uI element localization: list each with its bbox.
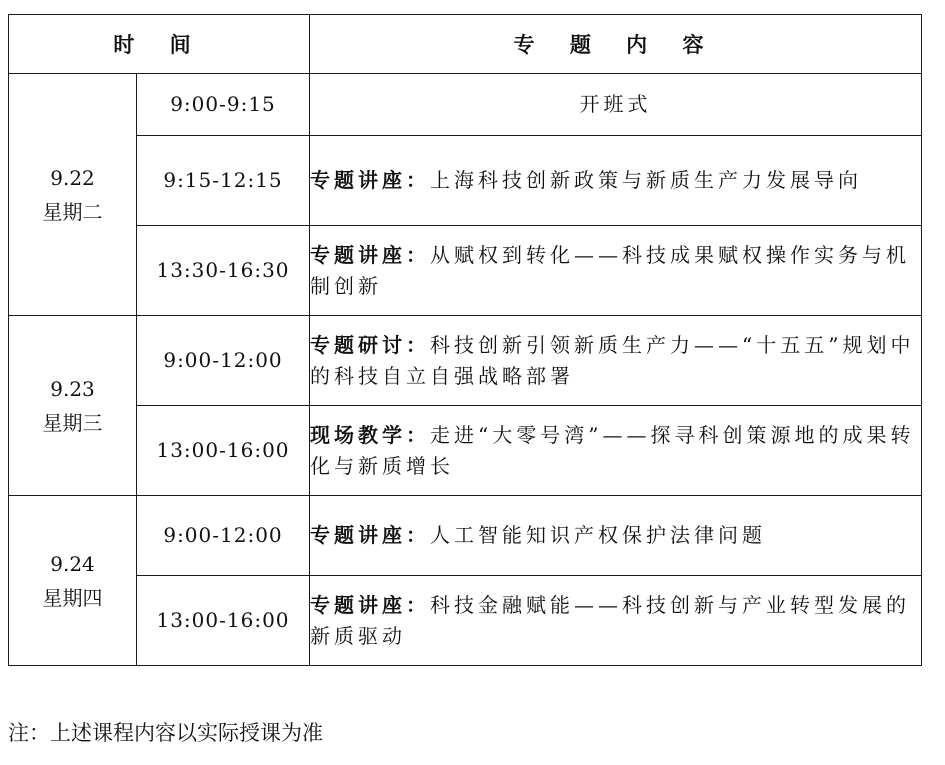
topic-cell [310, 576, 922, 666]
topic-cell [310, 406, 922, 496]
date-cell [9, 496, 137, 666]
table-row [9, 136, 922, 226]
topic-content: 科技创新引领新质生产力——“十五五”规划中的科技自立自强战略部署 [310, 332, 915, 388]
time-cell: 9:00-9:15 [137, 74, 310, 136]
date-label: 9.23 [50, 376, 95, 401]
topic-type: 专题研讨： [310, 332, 430, 357]
time-cell: 9:00-12:00 [137, 316, 310, 406]
topic-cell [310, 226, 922, 316]
table-row [9, 74, 922, 136]
topic-type: 专题讲座： [310, 242, 430, 267]
topic-content: 人工智能知识产权保护法律问题 [430, 523, 766, 547]
table-row [9, 406, 922, 496]
topic-type: 现场教学： [310, 422, 430, 447]
footnote: 注：上述课程内容以实际授课为准 [8, 721, 323, 745]
topic-content: 走进“大零号湾”——探寻科创策源地的成果转化与新质增长 [310, 422, 915, 478]
table-row [9, 496, 922, 576]
topic-cell [310, 136, 922, 226]
table-header-row [9, 15, 922, 74]
time-cell: 9:00-12:00 [137, 496, 310, 576]
time-cell: 9:15-12:15 [137, 136, 310, 226]
topic-content: 从赋权到转化——科技成果赋权操作实务与机制创新 [310, 242, 910, 298]
time-cell: 13:00-16:00 [137, 406, 310, 496]
schedule-table [8, 14, 922, 666]
topic-type: 专题讲座： [310, 592, 430, 617]
topic-cell [310, 74, 922, 136]
table-row [9, 316, 922, 406]
date-cell [9, 74, 137, 316]
date-label: 9.22 [50, 165, 95, 190]
header-topic: 专 题 内 容 [310, 15, 922, 74]
date-cell [9, 316, 137, 496]
header-time: 时 间 [9, 15, 310, 74]
topic-content: 上海科技创新政策与新质生产力发展导向 [430, 168, 862, 192]
table-row [9, 576, 922, 666]
weekday-label: 星期三 [42, 410, 103, 435]
weekday-label: 星期二 [42, 199, 103, 224]
weekday-label: 星期四 [42, 585, 103, 610]
topic-type: 专题讲座： [310, 523, 430, 547]
date-label: 9.24 [50, 551, 95, 576]
topic-cell [310, 316, 922, 406]
table-row [9, 226, 922, 316]
topic-cell [310, 496, 922, 576]
time-cell: 13:00-16:00 [137, 576, 310, 666]
time-cell: 13:30-16:30 [137, 226, 310, 316]
topic-type: 专题讲座： [310, 168, 430, 192]
topic-content: 开班式 [579, 92, 652, 116]
topic-content: 科技金融赋能——科技创新与产业转型发展的新质驱动 [310, 592, 910, 648]
